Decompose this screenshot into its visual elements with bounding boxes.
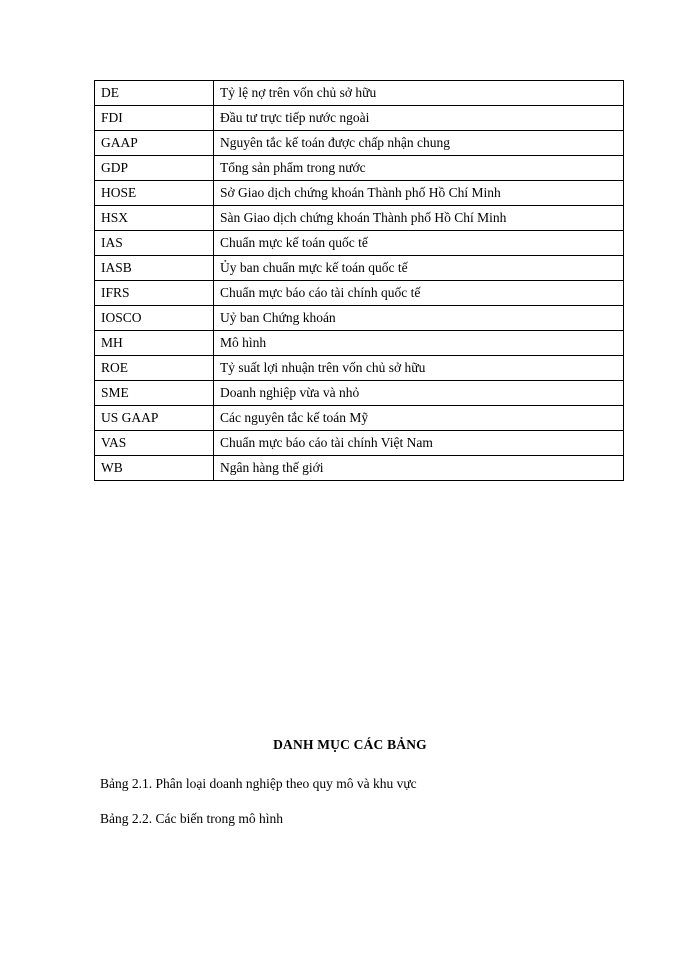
abbreviation-meaning-cell: Sở Giao dịch chứng khoán Thành phố Hồ Chí Minh bbox=[214, 181, 624, 206]
abbreviation-code-cell: IOSCO bbox=[95, 306, 214, 331]
table-row bbox=[95, 406, 624, 431]
table-row bbox=[95, 306, 624, 331]
abbreviation-meaning-cell: Ngân hàng thế giới bbox=[214, 456, 624, 481]
table-row bbox=[95, 156, 624, 181]
table-row bbox=[95, 206, 624, 231]
abbreviation-meaning-cell: Tổng sản phẩm trong nước bbox=[214, 156, 624, 181]
table-row bbox=[95, 381, 624, 406]
abbreviations-table bbox=[94, 80, 624, 481]
abbreviation-meaning-cell: Chuẩn mực kế toán quốc tế bbox=[214, 231, 624, 256]
abbreviation-meaning-cell: Chuẩn mực báo cáo tài chính Việt Nam bbox=[214, 431, 624, 456]
abbreviation-code-cell: HSX bbox=[95, 206, 214, 231]
abbreviation-meaning-cell: Các nguyên tắc kế toán Mỹ bbox=[214, 406, 624, 431]
table-list-item-2-1: Bảng 2.1. Phân loại doanh nghiệp theo quy mô và khu vực bbox=[100, 776, 417, 791]
abbreviation-meaning-cell: Mô hình bbox=[214, 331, 624, 356]
abbreviation-code-cell: DE bbox=[95, 81, 214, 106]
table-row bbox=[95, 431, 624, 456]
abbreviation-meaning-cell: Nguyên tắc kế toán được chấp nhận chung bbox=[214, 131, 624, 156]
abbreviation-code-cell: US GAAP bbox=[95, 406, 214, 431]
abbreviation-meaning-cell: Tỷ suất lợi nhuận trên vốn chủ sở hữu bbox=[214, 356, 624, 381]
table-row bbox=[95, 356, 624, 381]
table-row bbox=[95, 131, 624, 156]
abbreviation-code-cell: IFRS bbox=[95, 281, 214, 306]
abbreviation-code-cell: WB bbox=[95, 456, 214, 481]
abbreviation-meaning-cell: Đầu tư trực tiếp nước ngoài bbox=[214, 106, 624, 131]
abbreviation-code-cell: VAS bbox=[95, 431, 214, 456]
abbreviation-meaning-cell: Doanh nghiệp vừa và nhỏ bbox=[214, 381, 624, 406]
abbreviation-code-cell: HOSE bbox=[95, 181, 214, 206]
table-row bbox=[95, 331, 624, 356]
table-row bbox=[95, 256, 624, 281]
abbreviation-code-cell: IAS bbox=[95, 231, 214, 256]
abbreviation-code-cell: MH bbox=[95, 331, 214, 356]
abbreviations-table-body bbox=[95, 81, 624, 481]
abbreviation-code-cell: ROE bbox=[95, 356, 214, 381]
table-row bbox=[95, 456, 624, 481]
abbreviation-meaning-cell: Chuẩn mực báo cáo tài chính quốc tế bbox=[214, 281, 624, 306]
abbreviation-meaning-cell: Ủy ban chuẩn mực kế toán quốc tế bbox=[214, 256, 624, 281]
table-row bbox=[95, 231, 624, 256]
table-row bbox=[95, 281, 624, 306]
table-row bbox=[95, 106, 624, 131]
abbreviation-meaning-cell: Sàn Giao dịch chứng khoán Thành phố Hồ Chí Minh bbox=[214, 206, 624, 231]
abbreviation-meaning-cell: Uỷ ban Chứng khoán bbox=[214, 306, 624, 331]
abbreviation-meaning-cell: Tỷ lệ nợ trên vốn chủ sở hữu bbox=[214, 81, 624, 106]
abbreviation-code-cell: GDP bbox=[95, 156, 214, 181]
abbreviation-code-cell: FDI bbox=[95, 106, 214, 131]
table-list-item-2-2: Bảng 2.2. Các biến trong mô hình bbox=[100, 811, 283, 826]
table-row bbox=[95, 81, 624, 106]
abbreviation-code-cell: SME bbox=[95, 381, 214, 406]
tables-list-title: DANH MỤC CÁC BẢNG bbox=[273, 737, 427, 752]
abbreviation-code-cell: IASB bbox=[95, 256, 214, 281]
table-row bbox=[95, 181, 624, 206]
abbreviation-code-cell: GAAP bbox=[95, 131, 214, 156]
